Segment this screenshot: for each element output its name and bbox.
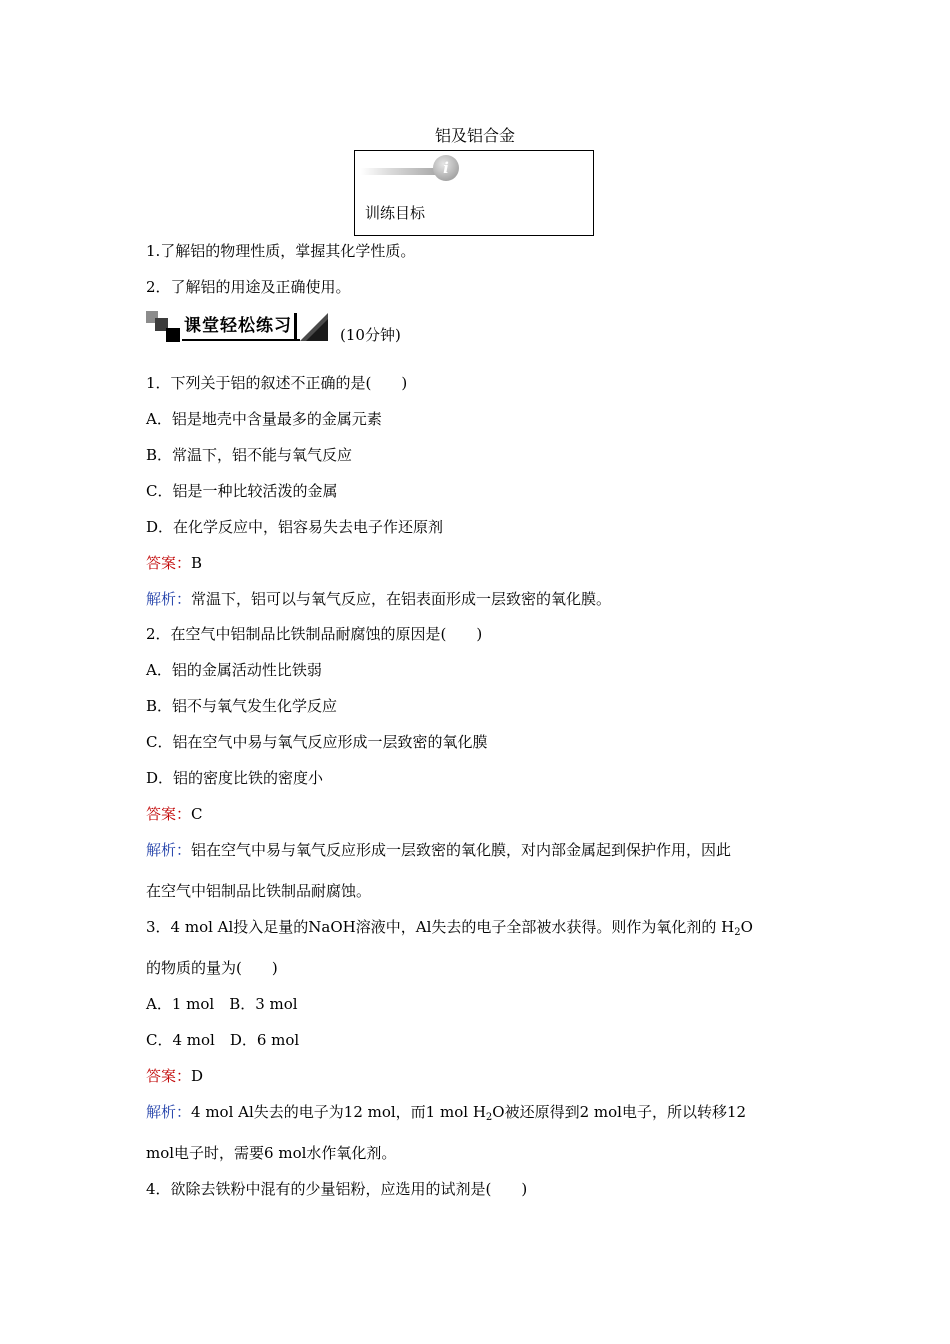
answer-value: B — [191, 554, 203, 572]
subscript: 2 — [485, 1112, 493, 1123]
info-icon: i — [433, 155, 459, 181]
answer-label: 答案： — [146, 554, 192, 572]
option: D．在化学反应中，铝容易失去电子作还原剂 — [146, 518, 444, 536]
analysis-label: 解析： — [146, 841, 192, 859]
option: A．铝是地壳中含量最多的金属元素 — [146, 410, 382, 428]
option: B．常温下，铝不能与氧气反应 — [146, 446, 353, 464]
question-stem-continued: 的物质的量为( ) — [146, 959, 278, 977]
section-underline — [182, 339, 300, 341]
square-decoration-icon — [166, 328, 180, 342]
answer-line — [146, 804, 203, 824]
subscript: 2 — [734, 927, 741, 938]
option: A．铝的金属活动性比铁弱 — [146, 661, 322, 679]
training-goal-label: 训练目标 — [365, 204, 426, 222]
answer-value: C — [191, 805, 203, 823]
answer-label: 答案： — [146, 805, 192, 823]
analysis-line — [146, 589, 611, 609]
analysis-text: 常温下，铝可以与氧气反应，在铝表面形成一层致密的氧化膜。 — [191, 590, 612, 608]
analysis-label: 解析： — [146, 1103, 192, 1121]
option: C．4 mol D．6 mol — [146, 1031, 300, 1049]
question-stem-text: O — [740, 918, 753, 936]
question-stem-text: 3．4 mol Al投入足量的NaOH溶液中，Al失去的电子全部被水获得。则作为氧化剂的 H — [146, 918, 735, 936]
section-title: 课堂轻松练习 — [184, 316, 292, 336]
answer-line — [146, 553, 202, 573]
option: A．1 mol B．3 mol — [146, 995, 298, 1013]
answer-line — [146, 1066, 203, 1086]
option: B．铝不与氧气发生化学反应 — [146, 697, 338, 715]
analysis-line — [146, 840, 731, 860]
goal-item: 2．了解铝的用途及正确使用。 — [146, 278, 351, 296]
option: C．铝在空气中易与氧气反应形成一层致密的氧化膜 — [146, 733, 488, 751]
analysis-text: O被还原得到2 mol电子，所以转移12 — [492, 1103, 747, 1121]
answer-label: 答案： — [146, 1067, 192, 1085]
question-stem: 4．欲除去铁粉中混有的少量铝粉，应选用的试剂是( ) — [146, 1180, 528, 1198]
analysis-label: 解析： — [146, 590, 192, 608]
goal-item: 1.了解铝的物理性质，掌握其化学性质。 — [146, 242, 416, 260]
training-goal-box — [354, 150, 594, 236]
question-stem — [146, 917, 753, 943]
question-stem: 2．在空气中铝制品比铁制品耐腐蚀的原因是( ) — [146, 625, 483, 643]
triangle-decoration-icon — [294, 311, 328, 343]
analysis-text: 铝在空气中易与氧气反应形成一层致密的氧化膜，对内部金属起到保护作用，因此 — [191, 841, 732, 859]
analysis-continued: mol电子时，需要6 mol水作氧化剂。 — [146, 1144, 397, 1162]
analysis-continued: 在空气中铝制品比铁制品耐腐蚀。 — [146, 882, 372, 900]
option: C．铝是一种比较活泼的金属 — [146, 482, 338, 500]
section-header — [146, 311, 426, 345]
option: D．铝的密度比铁的密度小 — [146, 769, 324, 787]
analysis-text: 4 mol Al失去的电子为12 mol，而1 mol H — [191, 1103, 486, 1121]
question-stem: 1．下列关于铝的叙述不正确的是( ) — [146, 374, 408, 392]
page-title: 铝及铝合金 — [434, 126, 515, 145]
section-time: (10分钟) — [340, 326, 401, 344]
analysis-line — [146, 1102, 746, 1128]
answer-value: D — [191, 1067, 204, 1085]
